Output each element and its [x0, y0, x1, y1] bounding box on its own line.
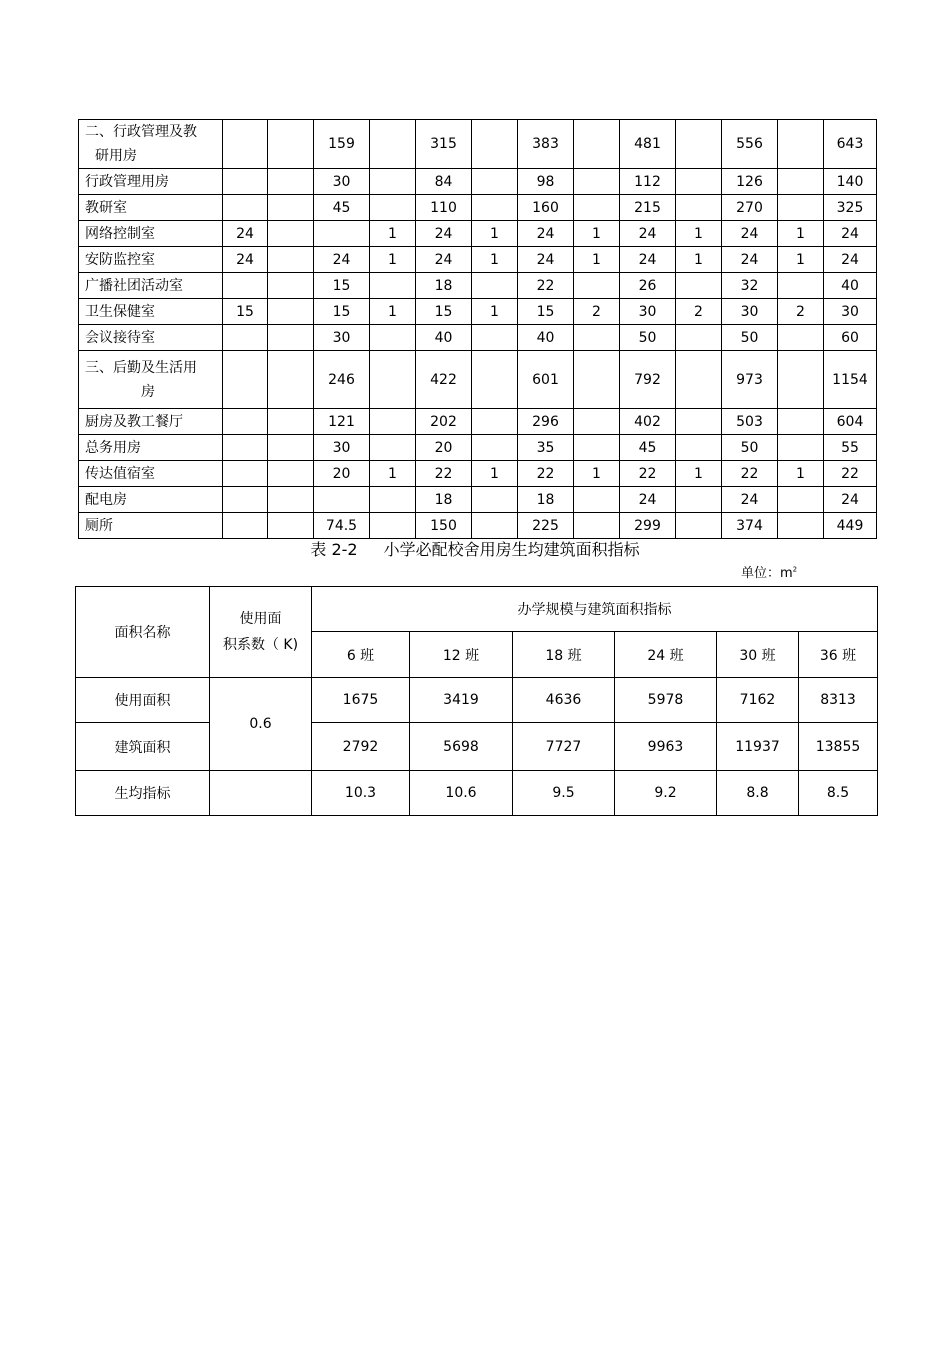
cell — [370, 169, 416, 195]
cell — [778, 435, 824, 461]
row-label-line: 房 — [141, 383, 155, 400]
table-row — [79, 195, 877, 221]
cell — [370, 120, 416, 169]
cell: 50 — [722, 435, 778, 461]
table-row — [79, 169, 877, 195]
cell: 50 — [722, 325, 778, 351]
row-label — [79, 435, 223, 461]
cell — [223, 409, 268, 435]
cell — [574, 120, 620, 169]
cell — [268, 435, 314, 461]
class-header: 30 班 — [717, 632, 799, 678]
cell — [472, 513, 518, 539]
row-label — [79, 409, 223, 435]
cell: 296 — [518, 409, 574, 435]
cell: 601 — [518, 351, 574, 409]
cell — [223, 195, 268, 221]
table-row — [76, 723, 878, 771]
cell — [574, 409, 620, 435]
cell: 1 — [574, 221, 620, 247]
cell — [676, 435, 722, 461]
cell — [574, 169, 620, 195]
cell: 84 — [416, 169, 472, 195]
cell — [472, 195, 518, 221]
cell — [574, 195, 620, 221]
class-header: 24 班 — [615, 632, 717, 678]
row-label-line: 配电房 — [85, 491, 127, 508]
cell: 10.3 — [312, 771, 410, 816]
cell: 24 — [223, 247, 268, 273]
cell — [370, 195, 416, 221]
cell: 35 — [518, 435, 574, 461]
row-label: 生均指标 — [76, 771, 210, 816]
cell: 9.2 — [615, 771, 717, 816]
cell — [574, 273, 620, 299]
class-header: 36 班 — [799, 632, 878, 678]
cell: 973 — [722, 351, 778, 409]
cell: 1 — [472, 461, 518, 487]
class-header: 18 班 — [513, 632, 615, 678]
cell: 5978 — [615, 678, 717, 723]
cell: 270 — [722, 195, 778, 221]
cell: 24 — [620, 221, 676, 247]
cell — [574, 487, 620, 513]
cell — [778, 409, 824, 435]
cell: 225 — [518, 513, 574, 539]
cell — [370, 435, 416, 461]
cell: 15 — [416, 299, 472, 325]
cell: 98 — [518, 169, 574, 195]
cell: 1 — [574, 461, 620, 487]
cell: 325 — [824, 195, 877, 221]
cell: 40 — [416, 325, 472, 351]
cell — [223, 513, 268, 539]
cell — [223, 120, 268, 169]
cell: 15 — [518, 299, 574, 325]
cell: 24 — [416, 221, 472, 247]
cell: 74.5 — [314, 513, 370, 539]
cell: 374 — [722, 513, 778, 539]
cell: 22 — [518, 461, 574, 487]
row-label — [79, 487, 223, 513]
cell: 299 — [620, 513, 676, 539]
cell — [778, 120, 824, 169]
row-label-line: 传达值宿室 — [85, 465, 155, 482]
cell: 1154 — [824, 351, 877, 409]
cell: 15 — [223, 299, 268, 325]
row-label-line: 行政管理用房 — [85, 173, 169, 190]
cell — [778, 325, 824, 351]
row-label — [79, 513, 223, 539]
cell: 1 — [778, 461, 824, 487]
cell: 2 — [574, 299, 620, 325]
cell: 1 — [676, 247, 722, 273]
cell — [223, 351, 268, 409]
cell: 32 — [722, 273, 778, 299]
table-row — [79, 461, 877, 487]
cell: 22 — [824, 461, 877, 487]
cell: 643 — [824, 120, 877, 169]
table-row — [79, 247, 877, 273]
cell: 315 — [416, 120, 472, 169]
class-header: 12 班 — [410, 632, 513, 678]
cell: 1 — [472, 221, 518, 247]
cell: 1 — [370, 461, 416, 487]
table-row — [79, 299, 877, 325]
cell — [472, 169, 518, 195]
cell: 202 — [416, 409, 472, 435]
cell: 8.8 — [717, 771, 799, 816]
row-label — [79, 299, 223, 325]
cell: 9963 — [615, 723, 717, 771]
table-row — [79, 325, 877, 351]
row-label: 使用面积 — [76, 678, 210, 723]
row-label-line: 二、行政管理及教 — [85, 124, 197, 140]
cell: 8.5 — [799, 771, 878, 816]
cell: 9.5 — [513, 771, 615, 816]
table-row — [79, 221, 877, 247]
cell: 24 — [722, 487, 778, 513]
cell — [268, 487, 314, 513]
table-row — [79, 409, 877, 435]
cell: 503 — [722, 409, 778, 435]
row-label-line: 广播社团活动室 — [85, 277, 183, 294]
cell: 22 — [620, 461, 676, 487]
cell: 24 — [824, 221, 877, 247]
cell — [676, 351, 722, 409]
row-label — [79, 247, 223, 273]
cell: 60 — [824, 325, 877, 351]
cell: 383 — [518, 120, 574, 169]
cell — [778, 195, 824, 221]
row-label-line: 厨房及教工餐厅 — [85, 413, 183, 430]
cell: 24 — [314, 247, 370, 273]
cell: 2 — [778, 299, 824, 325]
cell — [676, 513, 722, 539]
cell: 30 — [314, 325, 370, 351]
cell — [268, 299, 314, 325]
cell: 18 — [518, 487, 574, 513]
cell — [268, 325, 314, 351]
cell — [370, 273, 416, 299]
cell — [268, 247, 314, 273]
table-row — [76, 771, 878, 816]
cell: 121 — [314, 409, 370, 435]
cell — [268, 195, 314, 221]
cell — [268, 513, 314, 539]
table-row — [79, 513, 877, 539]
cell: 30 — [314, 169, 370, 195]
cell: 1 — [778, 221, 824, 247]
cell — [370, 513, 416, 539]
cell — [778, 169, 824, 195]
cell: 3419 — [410, 678, 513, 723]
row-label — [79, 273, 223, 299]
cell: 126 — [722, 169, 778, 195]
cell: 50 — [620, 325, 676, 351]
row-label-line: 安防监控室 — [85, 251, 155, 268]
cell — [370, 409, 416, 435]
cell: 1675 — [312, 678, 410, 723]
cell: 40 — [518, 325, 574, 351]
cell: 24 — [824, 487, 877, 513]
cell: 1 — [370, 221, 416, 247]
cell — [472, 487, 518, 513]
coef-value: 0.6 — [210, 678, 312, 771]
table-row — [79, 273, 877, 299]
cell: 1 — [574, 247, 620, 273]
area-name-header: 面积名称 — [76, 587, 210, 678]
cell: 1 — [370, 299, 416, 325]
cell: 24 — [824, 247, 877, 273]
cell — [472, 351, 518, 409]
cell: 24 — [223, 221, 268, 247]
cell: 1 — [778, 247, 824, 273]
cell — [472, 273, 518, 299]
cell: 24 — [722, 247, 778, 273]
row-label — [79, 325, 223, 351]
cell — [370, 487, 416, 513]
cell: 110 — [416, 195, 472, 221]
cell: 140 — [824, 169, 877, 195]
cell — [268, 273, 314, 299]
table-row — [76, 678, 878, 723]
cell: 24 — [518, 247, 574, 273]
cell: 1 — [370, 247, 416, 273]
cell: 7727 — [513, 723, 615, 771]
cell — [314, 487, 370, 513]
cell — [778, 487, 824, 513]
cell — [574, 513, 620, 539]
row-label — [79, 169, 223, 195]
cell: 15 — [314, 299, 370, 325]
cell: 10.6 — [410, 771, 513, 816]
row-label-line: 厕所 — [85, 517, 113, 534]
cell — [676, 169, 722, 195]
row-label — [79, 461, 223, 487]
cell: 18 — [416, 273, 472, 299]
table-row — [79, 120, 877, 169]
cell — [223, 461, 268, 487]
cell: 160 — [518, 195, 574, 221]
cell — [574, 435, 620, 461]
cell: 556 — [722, 120, 778, 169]
cell: 18 — [416, 487, 472, 513]
cell: 2 — [676, 299, 722, 325]
cell: 15 — [314, 273, 370, 299]
cell: 20 — [314, 461, 370, 487]
cell — [472, 325, 518, 351]
cell: 159 — [314, 120, 370, 169]
cell: 246 — [314, 351, 370, 409]
cell: 481 — [620, 120, 676, 169]
cell — [676, 487, 722, 513]
row-label — [79, 195, 223, 221]
cell: 24 — [518, 221, 574, 247]
cell — [472, 409, 518, 435]
cell: 150 — [416, 513, 472, 539]
cell: 112 — [620, 169, 676, 195]
table-number: 表 2-2 — [310, 540, 358, 559]
cell — [370, 325, 416, 351]
cell: 2792 — [312, 723, 410, 771]
row-label-line: 总务用房 — [85, 439, 141, 456]
table-row — [79, 487, 877, 513]
cell — [778, 273, 824, 299]
table-row — [79, 435, 877, 461]
row-label: 建筑面积 — [76, 723, 210, 771]
unit-label: 单位：$m^2$ — [741, 565, 798, 581]
row-label-line: 教研室 — [85, 199, 127, 216]
cell — [223, 325, 268, 351]
cell — [268, 120, 314, 169]
class-header: 6 班 — [312, 632, 410, 678]
cell: 22 — [416, 461, 472, 487]
cell: 4636 — [513, 678, 615, 723]
cell: 402 — [620, 409, 676, 435]
cell: 22 — [518, 273, 574, 299]
cell: 22 — [722, 461, 778, 487]
cell — [268, 351, 314, 409]
table-row — [79, 351, 877, 409]
cell: 24 — [620, 487, 676, 513]
cell: 11937 — [717, 723, 799, 771]
cell: 24 — [620, 247, 676, 273]
cell — [778, 351, 824, 409]
room-area-table — [78, 119, 877, 539]
row-label-line: 卫生保健室 — [85, 303, 155, 320]
cell: 20 — [416, 435, 472, 461]
empty-cell — [210, 771, 312, 816]
cell — [223, 487, 268, 513]
row-label — [79, 120, 223, 169]
cell — [676, 409, 722, 435]
cell: 13855 — [799, 723, 878, 771]
cell — [223, 273, 268, 299]
cell: 7162 — [717, 678, 799, 723]
cell: 24 — [416, 247, 472, 273]
cell: 215 — [620, 195, 676, 221]
row-label-line: 三、后勤及生活用 — [85, 359, 197, 376]
cell — [223, 169, 268, 195]
table-2-2-title — [0, 537, 950, 560]
cell: 604 — [824, 409, 877, 435]
cell — [574, 325, 620, 351]
cell: 30 — [722, 299, 778, 325]
cell: 40 — [824, 273, 877, 299]
cell: 422 — [416, 351, 472, 409]
cell: 24 — [722, 221, 778, 247]
cell — [472, 435, 518, 461]
scale-header: 办学规模与建筑面积指标 — [312, 587, 878, 632]
cell: 26 — [620, 273, 676, 299]
cell — [268, 221, 314, 247]
cell: 1 — [472, 299, 518, 325]
row-label — [79, 221, 223, 247]
row-label — [79, 351, 223, 409]
cell: 5698 — [410, 723, 513, 771]
table-title-text: 小学必配校舍用房生均建筑面积指标 — [383, 540, 640, 559]
cell — [268, 409, 314, 435]
cell: 1 — [676, 461, 722, 487]
cell: 30 — [620, 299, 676, 325]
cell — [676, 195, 722, 221]
cell: 30 — [824, 299, 877, 325]
cell — [778, 513, 824, 539]
cell — [574, 351, 620, 409]
cell: 1 — [676, 221, 722, 247]
per-student-area-table — [75, 586, 878, 816]
row-label-line: 网络控制室 — [85, 225, 155, 242]
cell: 30 — [314, 435, 370, 461]
room-area-table-body — [79, 120, 877, 539]
cell — [676, 120, 722, 169]
cell: 45 — [314, 195, 370, 221]
cell: 8313 — [799, 678, 878, 723]
cell: 792 — [620, 351, 676, 409]
cell — [314, 221, 370, 247]
cell — [370, 351, 416, 409]
cell: 1 — [472, 247, 518, 273]
cell: 449 — [824, 513, 877, 539]
cell — [676, 273, 722, 299]
row-label-line: 会议接待室 — [85, 329, 155, 346]
cell: 45 — [620, 435, 676, 461]
row-label-line: 研用房 — [95, 148, 137, 164]
cell — [676, 325, 722, 351]
cell: 55 — [824, 435, 877, 461]
cell — [268, 461, 314, 487]
cell — [268, 169, 314, 195]
cell — [223, 435, 268, 461]
cell — [472, 120, 518, 169]
coef-header: 使用面 积系数（ K) — [210, 587, 312, 678]
table-header-row — [76, 587, 878, 632]
